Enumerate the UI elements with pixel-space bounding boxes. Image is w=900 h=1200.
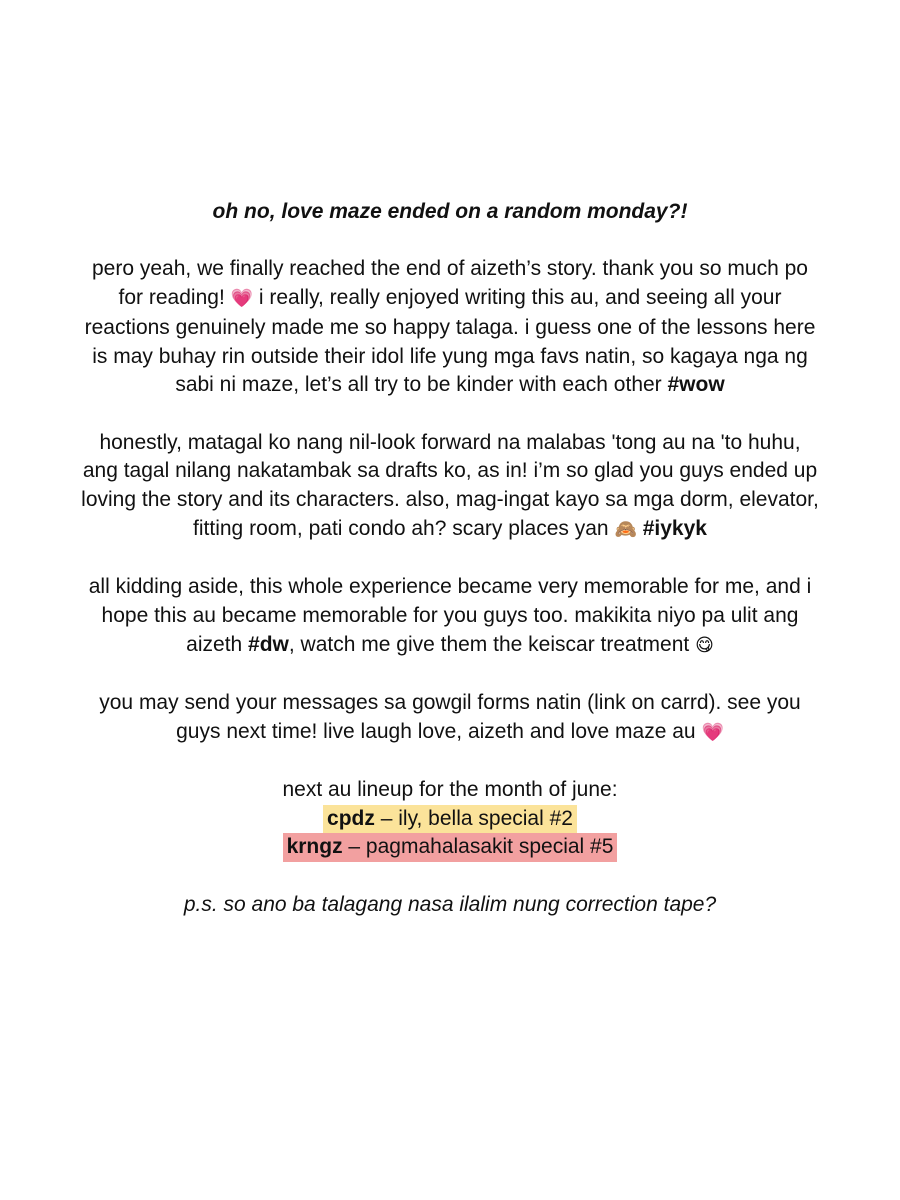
lineup-item-desc: – pagmahalasakit special #5 <box>342 835 614 859</box>
postscript: p.s. so ano ba talagang nasa ilalim nung correction tape? <box>183 892 717 916</box>
paragraph-honestly-text: honestly, matagal ko nang nil-look forward na malabas 'tong au na 'to huhu, ang tagal nilang nakatambak sa drafts ko, as in! i’m so glad you guys ended up loving the story and its characters. also, mag-ingat kayo sa mga dorm, elevator, fitting room, pati condo ah? scary places yan <box>81 430 819 540</box>
paragraph-kidding <box>80 573 820 660</box>
paragraph-messages-text: you may send your messages sa gowgil forms natin (link on carrd). see you guys next time! live laugh love, aizeth and love maze au <box>99 690 801 743</box>
note-heading: oh no, love maze ended on a random monday?! <box>212 200 688 223</box>
author-note <box>80 198 820 948</box>
lineup-title: next au lineup for the month of june: <box>282 777 618 801</box>
lineup-section <box>80 776 820 862</box>
hashtag-dw: #dw <box>248 632 289 656</box>
hashtag-iykyk: #iykyk <box>642 516 707 540</box>
paragraph-messages <box>80 689 820 747</box>
paragraph-thanks-text: pero yeah, we finally reached the end of aizeth’s story. thank you so much po for reading! <box>92 257 808 310</box>
lineup-item-name: cpdz <box>327 806 375 830</box>
paragraph-kidding-text-2: , watch me give them the keiscar treatment <box>288 632 696 656</box>
paragraph-honestly <box>80 429 820 545</box>
heart-emoji-icon: 💗 <box>230 288 254 310</box>
lineup-item-name: krngz <box>286 835 343 859</box>
yum-face-emoji-icon: 😋 <box>695 634 714 656</box>
see-no-evil-monkey-emoji-icon: 🙈 <box>614 518 637 540</box>
lineup-item-cpdz <box>323 805 577 834</box>
paragraph-thanks <box>80 255 820 400</box>
lineup-item-krngz <box>283 833 618 862</box>
paragraph-thanks-text-2: i really, really enjoyed writing this au, and seeing all your reactions genuinely made me so happy talaga. i guess one of the lessons here is may buhay rin outside their idol life yung mga favs natin, so kagaya nga ng sabi ni maze, let’s all try to be kinder with each other <box>84 286 816 397</box>
heart-emoji-icon: 💗 <box>701 721 724 743</box>
paragraph-kidding-text: all kidding aside, this whole experience became very memorable for me, and i hope this au became memorable for you guys too. makikita niyo pa ulit ang aizeth <box>88 575 812 656</box>
lineup-item-desc: – ily, bella special #2 <box>374 806 573 830</box>
hashtag-wow: #wow <box>667 373 725 397</box>
